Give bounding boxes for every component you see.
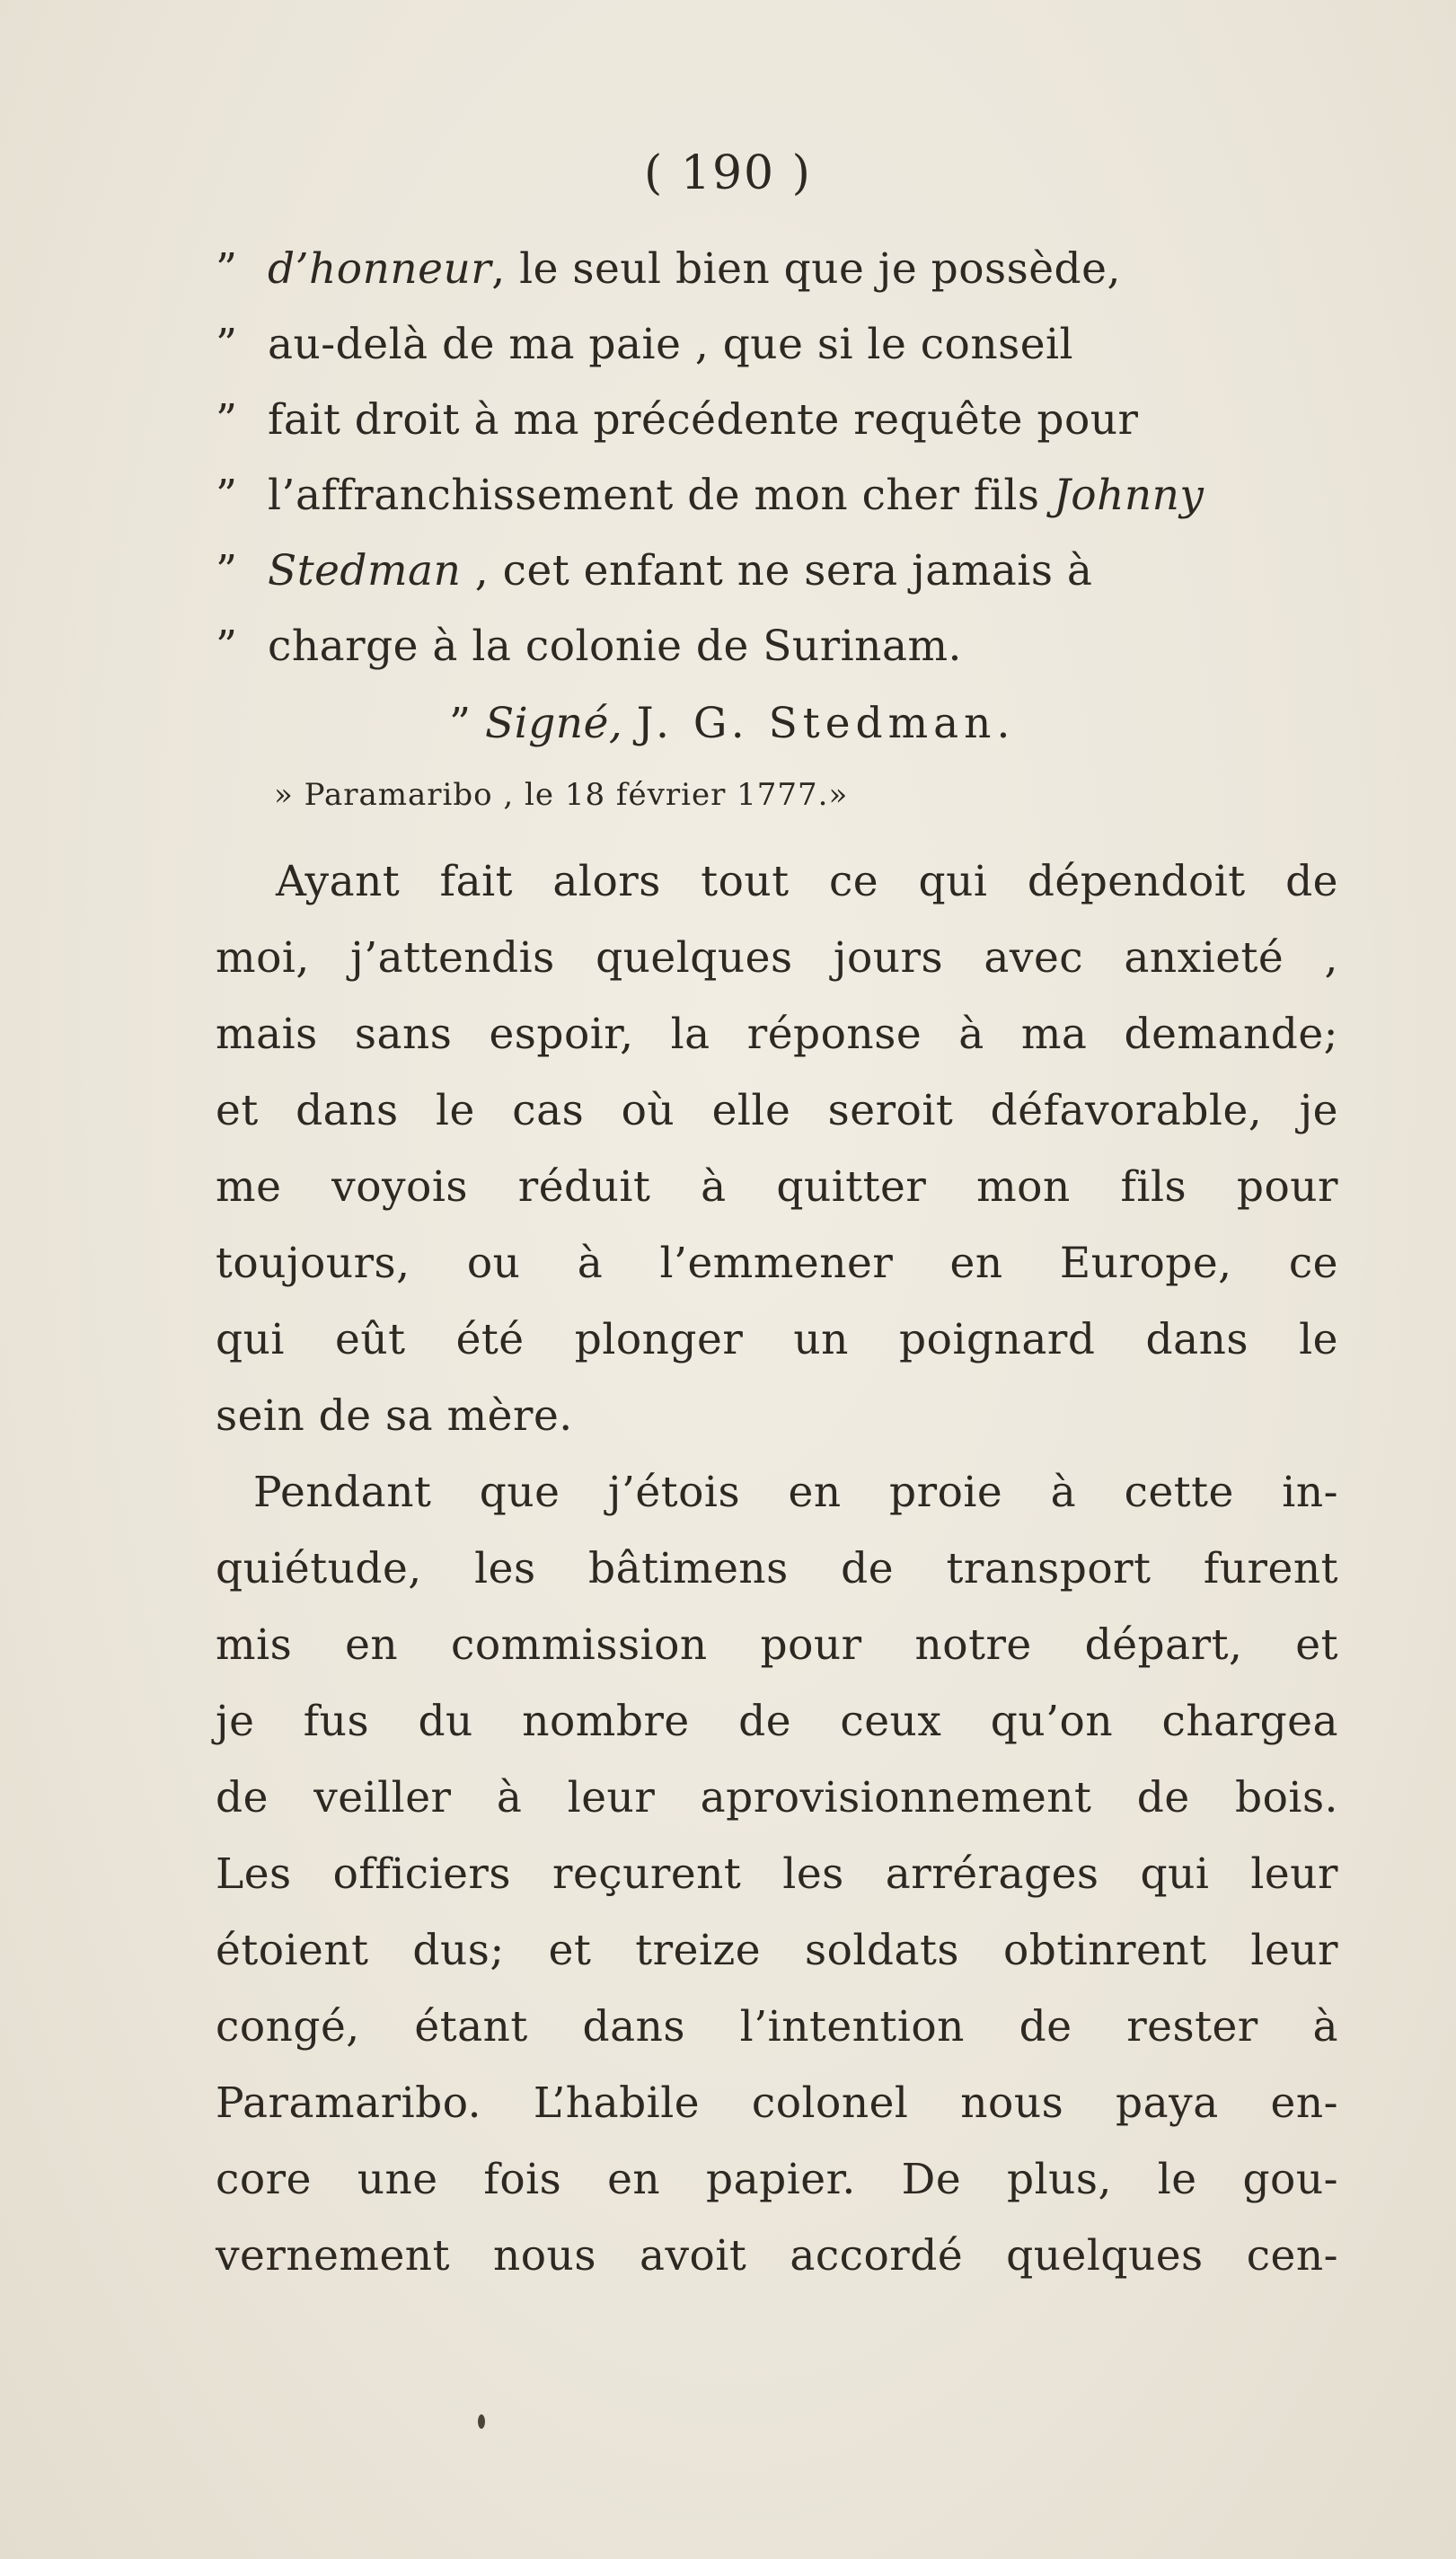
quote-mark: ” — [216, 395, 238, 445]
paragraph-2-line: core une fois en papier. De plus, le gou- — [216, 2155, 1338, 2204]
quote-mark: ” — [216, 244, 238, 294]
paragraph-2-line: je fus du nombre de ceux qu’on chargea — [216, 1697, 1338, 1746]
quote-mark: ” — [216, 546, 238, 596]
paragraph-2-line: quiétude, les bâtimens de transport furent — [216, 1544, 1338, 1593]
quote-text: fait droit à ma précédente requête pour — [268, 395, 1139, 445]
quote-line — [216, 238, 1338, 301]
quote-mark: ” — [449, 699, 472, 748]
paragraph-2-line: mis en commission pour notre départ, et — [216, 1620, 1338, 1670]
italic-word: Stedman — [268, 546, 462, 596]
italic-word: Johnny — [1053, 471, 1205, 520]
quote-mark: ” — [216, 471, 238, 520]
quote-text: , le seul bien que je possède, — [491, 244, 1121, 294]
italic-word: d’honneur — [268, 244, 492, 294]
quote-line — [216, 313, 1338, 376]
paragraph-1-line: et dans le cas où elle seroit défavorable, je — [216, 1086, 1338, 1135]
quote-line — [216, 464, 1338, 527]
quote-line — [216, 540, 1338, 603]
signature-line — [449, 693, 1257, 755]
page-number: ( 190 ) — [644, 146, 812, 200]
paragraph-2-line: Les officiers reçurent les arrérages qui leur — [216, 1849, 1338, 1899]
dateline: » Paramaribo , le 18 février 1777.» — [274, 777, 849, 813]
paragraph-1-line: Ayant fait alors tout ce qui dépendoit de — [276, 857, 1338, 906]
quote-text: , cet enfant ne sera jamais à — [461, 546, 1093, 596]
paragraph-2-line: vernement nous avoit accordé quelques cen- — [216, 2231, 1338, 2281]
paragraph-1-line: me voyois réduit à quitter mon fils pour — [216, 1162, 1338, 1212]
paragraph-1-line: qui eût été plonger un poignard dans le — [216, 1315, 1338, 1364]
paragraph-1-line: toujours, ou à l’emmener en Europe, ce — [216, 1239, 1338, 1288]
paragraph-2-line: étoient dus; et treize soldats obtinrent leur — [216, 1926, 1338, 1975]
paragraph-2-line: de veiller à leur aprovisionnement de bois. — [216, 1773, 1338, 1822]
quote-mark: ” — [216, 320, 238, 369]
paragraph-1-line: moi, j’attendis quelques jours avec anxieté , — [216, 933, 1338, 983]
paragraph-2-line: Pendant que j’étois en proie à cette in- — [253, 1468, 1338, 1517]
signed-word: Signé, — [484, 699, 623, 748]
paragraph-2-line: Paramaribo. L’habile colonel nous paya en- — [216, 2078, 1338, 2128]
quote-line — [216, 615, 1338, 678]
quote-text: l’affranchissement de mon cher fils — [268, 471, 1054, 520]
quote-text: au-delà de ma paie , que si le conseil — [268, 320, 1074, 369]
quote-line — [216, 389, 1338, 452]
signature-name: J. G. Stedman. — [636, 699, 1016, 748]
paragraph-2-line: congé, étant dans l’intention de rester à — [216, 2002, 1338, 2052]
ink-spot — [478, 2414, 485, 2429]
quote-mark: ” — [216, 622, 238, 671]
paragraph-1-line: mais sans espoir, la réponse à ma demande; — [216, 1010, 1338, 1059]
paragraph-1-line: sein de sa mère. — [216, 1391, 573, 1441]
quote-text: charge à la colonie de Surinam. — [268, 622, 962, 671]
